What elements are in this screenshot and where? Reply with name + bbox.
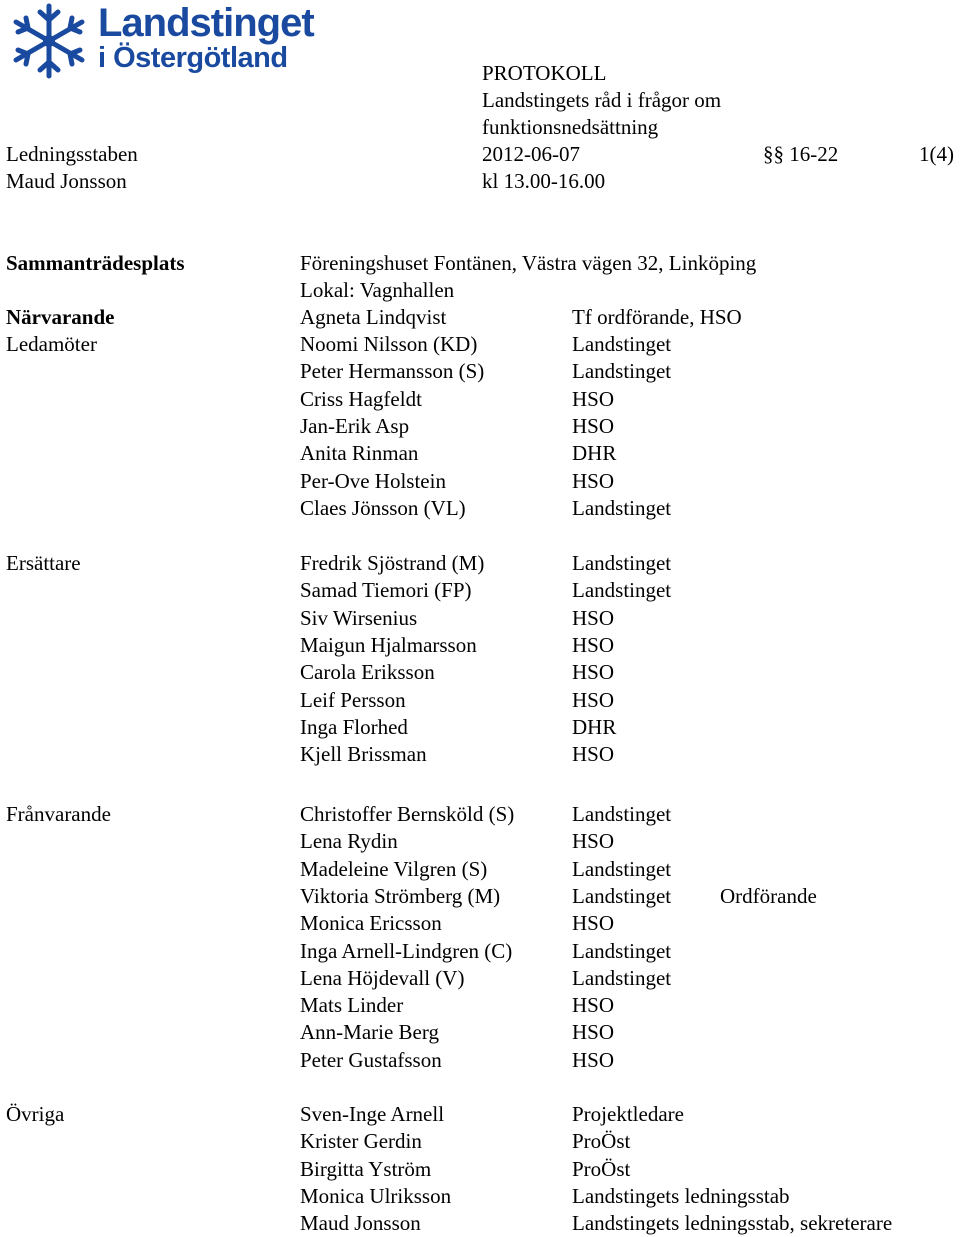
venue-address: Föreningshuset Fontänen, Västra vägen 32, Linköping bbox=[300, 251, 757, 275]
list-row bbox=[0, 440, 960, 467]
person-name: Noomi Nilsson (KD) bbox=[300, 332, 478, 356]
person-organization: HSO bbox=[572, 413, 615, 438]
logo bbox=[6, 0, 336, 82]
person-organization: HSO bbox=[572, 742, 615, 767]
author: Maud Jonsson bbox=[6, 169, 127, 193]
list-row bbox=[0, 1101, 960, 1128]
person-name: Christoffer Bernsköld (S) bbox=[300, 802, 515, 826]
list-row bbox=[0, 413, 960, 440]
list-row bbox=[0, 1156, 960, 1183]
meeting-date: 2012-06-07 bbox=[482, 142, 580, 166]
list-row bbox=[0, 495, 960, 522]
person-organization: ProÖst bbox=[572, 1156, 631, 1181]
list-row bbox=[0, 1183, 960, 1210]
meeting-time: kl 13.00-16.00 bbox=[482, 169, 606, 193]
paragraph-range: §§ 16-22 bbox=[763, 142, 839, 166]
logo-line1: Landstinget bbox=[98, 1, 314, 45]
present-label: Närvarande bbox=[6, 305, 115, 329]
person-organization: HSO bbox=[572, 468, 615, 493]
person-name: Mats Linder bbox=[300, 993, 404, 1018]
list-row bbox=[0, 386, 960, 413]
person-name: Samad Tiemori (FP) bbox=[300, 578, 472, 603]
list-row bbox=[0, 577, 960, 604]
members-label: Ledamöter bbox=[6, 332, 97, 356]
list-row bbox=[0, 883, 960, 910]
chair-role: Tf ordförande, HSO bbox=[572, 305, 742, 329]
list-row bbox=[0, 468, 960, 495]
list-row bbox=[0, 714, 960, 741]
person-organization: Landstinget bbox=[572, 938, 672, 963]
page-number: 1(4) bbox=[919, 142, 954, 166]
person-name: Claes Jönsson (VL) bbox=[300, 495, 466, 520]
person-organization: Landstingets ledningsstab bbox=[572, 1183, 790, 1208]
person-organization: Landstinget bbox=[572, 802, 672, 826]
person-organization: Landstinget bbox=[572, 856, 672, 881]
person-organization: HSO bbox=[572, 1047, 615, 1072]
list-row bbox=[0, 910, 960, 937]
person-organization: DHR bbox=[572, 441, 617, 466]
person-name: Anita Rinman bbox=[300, 441, 419, 466]
person-name: Maigun Hjalmarsson bbox=[300, 632, 477, 657]
person-name: Lena Rydin bbox=[300, 829, 398, 854]
person-organization: HSO bbox=[572, 386, 615, 411]
person-name: Carola Eriksson bbox=[300, 660, 435, 685]
person-name: Madeleine Vilgren (S) bbox=[300, 856, 488, 881]
person-organization: Projektledare bbox=[572, 1102, 684, 1126]
person-name: Leif Persson bbox=[300, 687, 406, 712]
chair-name: Agneta Lindqvist bbox=[300, 305, 447, 329]
person-name: Kjell Brissman bbox=[300, 742, 427, 767]
list-row bbox=[0, 965, 960, 992]
person-organization: HSO bbox=[572, 829, 615, 854]
list-row bbox=[0, 605, 960, 632]
person-name: Peter Gustafsson bbox=[300, 1047, 442, 1072]
doc-type: PROTOKOLL bbox=[482, 61, 607, 85]
person-name: Monica Ulriksson bbox=[300, 1183, 452, 1208]
committee-line1: Landstingets råd i frågor om bbox=[482, 88, 722, 112]
person-organization: Landstingets ledningsstab, sekreterare bbox=[572, 1211, 893, 1236]
person-name: Maud Jonsson bbox=[300, 1211, 421, 1236]
list-row bbox=[0, 856, 960, 883]
person-name: Birgitta Yström bbox=[300, 1156, 432, 1181]
person-organization: ProÖst bbox=[572, 1129, 631, 1154]
person-organization: HSO bbox=[572, 660, 615, 685]
person-name: Peter Hermansson (S) bbox=[300, 359, 485, 384]
person-name: Monica Ericsson bbox=[300, 911, 442, 936]
list-row bbox=[0, 1128, 960, 1155]
person-organization: Landstinget bbox=[572, 332, 672, 356]
committee-line2: funktionsnedsättning bbox=[482, 115, 659, 139]
person-organization: Landstinget bbox=[572, 551, 672, 575]
person-organization: HSO bbox=[572, 1020, 615, 1045]
person-name: Criss Hagfeldt bbox=[300, 386, 422, 411]
person-name: Krister Gerdin bbox=[300, 1129, 422, 1154]
person-name: Lena Höjdevall (V) bbox=[300, 965, 465, 990]
person-organization: Landstinget bbox=[572, 578, 672, 603]
list-row bbox=[0, 1019, 960, 1046]
list-row bbox=[0, 741, 960, 768]
person-organization: Landstinget bbox=[572, 883, 672, 908]
person-name: Viktoria Strömberg (M) bbox=[300, 883, 501, 908]
list-row bbox=[0, 828, 960, 855]
person-name: Jan-Erik Asp bbox=[300, 413, 410, 438]
others-label: Övriga bbox=[6, 1102, 65, 1126]
person-name: Per-Ove Holstein bbox=[300, 468, 446, 493]
list-row bbox=[0, 1210, 960, 1237]
list-row bbox=[0, 659, 960, 686]
person-role-note: Ordförande bbox=[720, 883, 817, 908]
list-row bbox=[0, 801, 960, 828]
list-row bbox=[0, 1047, 960, 1074]
absent-label: Frånvarande bbox=[6, 802, 111, 826]
list-row bbox=[0, 358, 960, 385]
list-row bbox=[0, 938, 960, 965]
department: Ledningsstaben bbox=[6, 142, 138, 166]
person-organization: Landstinget bbox=[572, 965, 672, 990]
person-organization: HSO bbox=[572, 632, 615, 657]
list-row bbox=[0, 331, 960, 358]
list-row bbox=[0, 992, 960, 1019]
list-row bbox=[0, 550, 960, 577]
list-row bbox=[0, 632, 960, 659]
person-organization: HSO bbox=[572, 687, 615, 712]
person-name: Siv Wirsenius bbox=[300, 605, 418, 630]
person-name: Fredrik Sjöstrand (M) bbox=[300, 551, 485, 575]
logo-wordmark bbox=[98, 0, 314, 74]
substitutes-label: Ersättare bbox=[6, 551, 81, 575]
person-organization: HSO bbox=[572, 993, 615, 1018]
person-organization: HSO bbox=[572, 605, 615, 630]
person-organization: Landstinget bbox=[572, 359, 672, 384]
list-row bbox=[0, 687, 960, 714]
person-organization: Landstinget bbox=[572, 495, 672, 520]
person-organization: DHR bbox=[572, 714, 617, 739]
venue-room: Lokal: Vagnhallen bbox=[300, 278, 455, 302]
person-name: Inga Florhed bbox=[300, 714, 408, 739]
person-name: Sven-Inge Arnell bbox=[300, 1102, 445, 1126]
person-name: Ann-Marie Berg bbox=[300, 1020, 439, 1045]
person-organization: HSO bbox=[572, 911, 615, 936]
snowflake-logo-icon bbox=[6, 0, 92, 82]
venue-label: Sammanträdesplats bbox=[6, 251, 185, 275]
logo-line2: i Östergötland bbox=[98, 42, 288, 74]
person-name: Inga Arnell-Lindgren (C) bbox=[300, 938, 513, 963]
